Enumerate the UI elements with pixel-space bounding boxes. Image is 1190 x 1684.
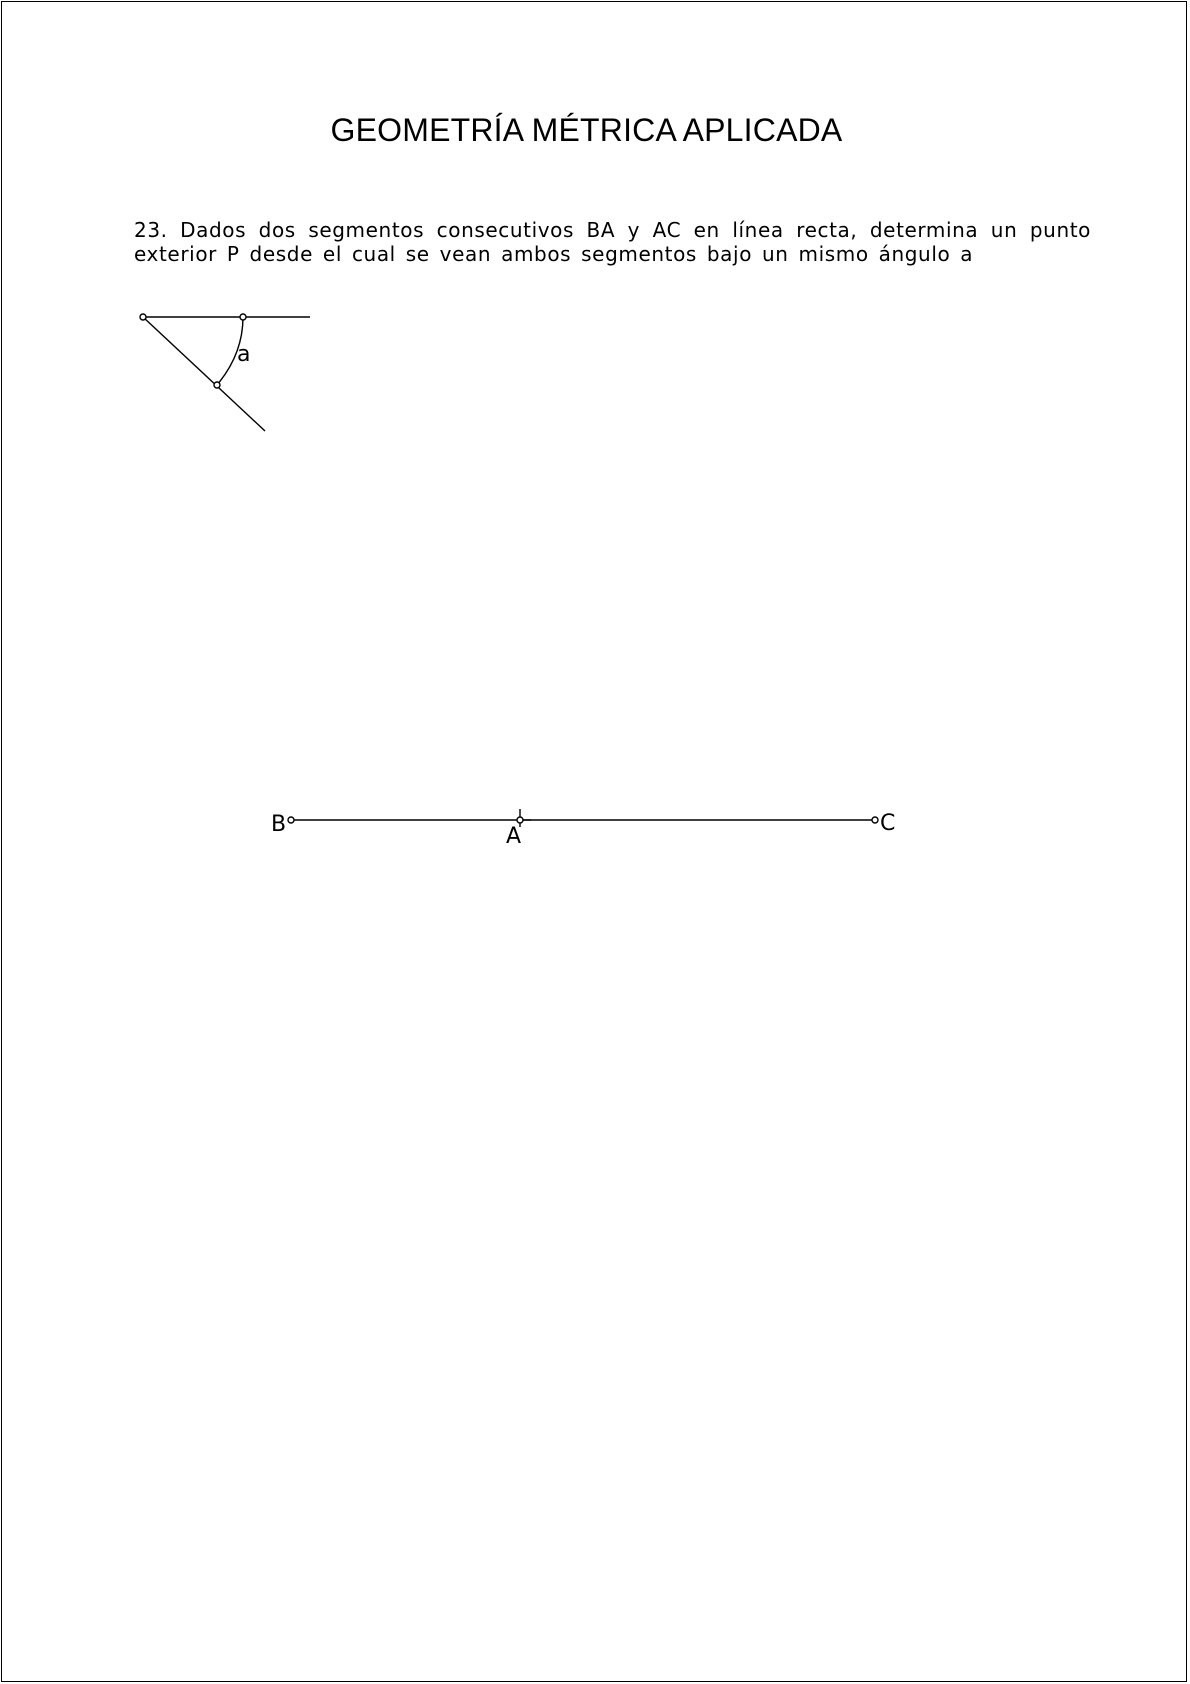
- point-a-label: A: [506, 824, 522, 849]
- point-c-label: C: [880, 811, 896, 836]
- page-title: GEOMETRÍA MÉTRICA APLICADA: [330, 112, 843, 148]
- exercise-statement: [134, 218, 1091, 266]
- exercise-line-2: exterior P desde el cual se vean ambos segmentos bajo un mismo ángulo a: [134, 242, 974, 266]
- point-b-label: B: [271, 812, 287, 837]
- angle-label: a: [237, 342, 251, 367]
- exercise-line-1: 23. Dados dos segmentos consecutivos BA y AC en línea recta, determina un punto: [134, 218, 1091, 242]
